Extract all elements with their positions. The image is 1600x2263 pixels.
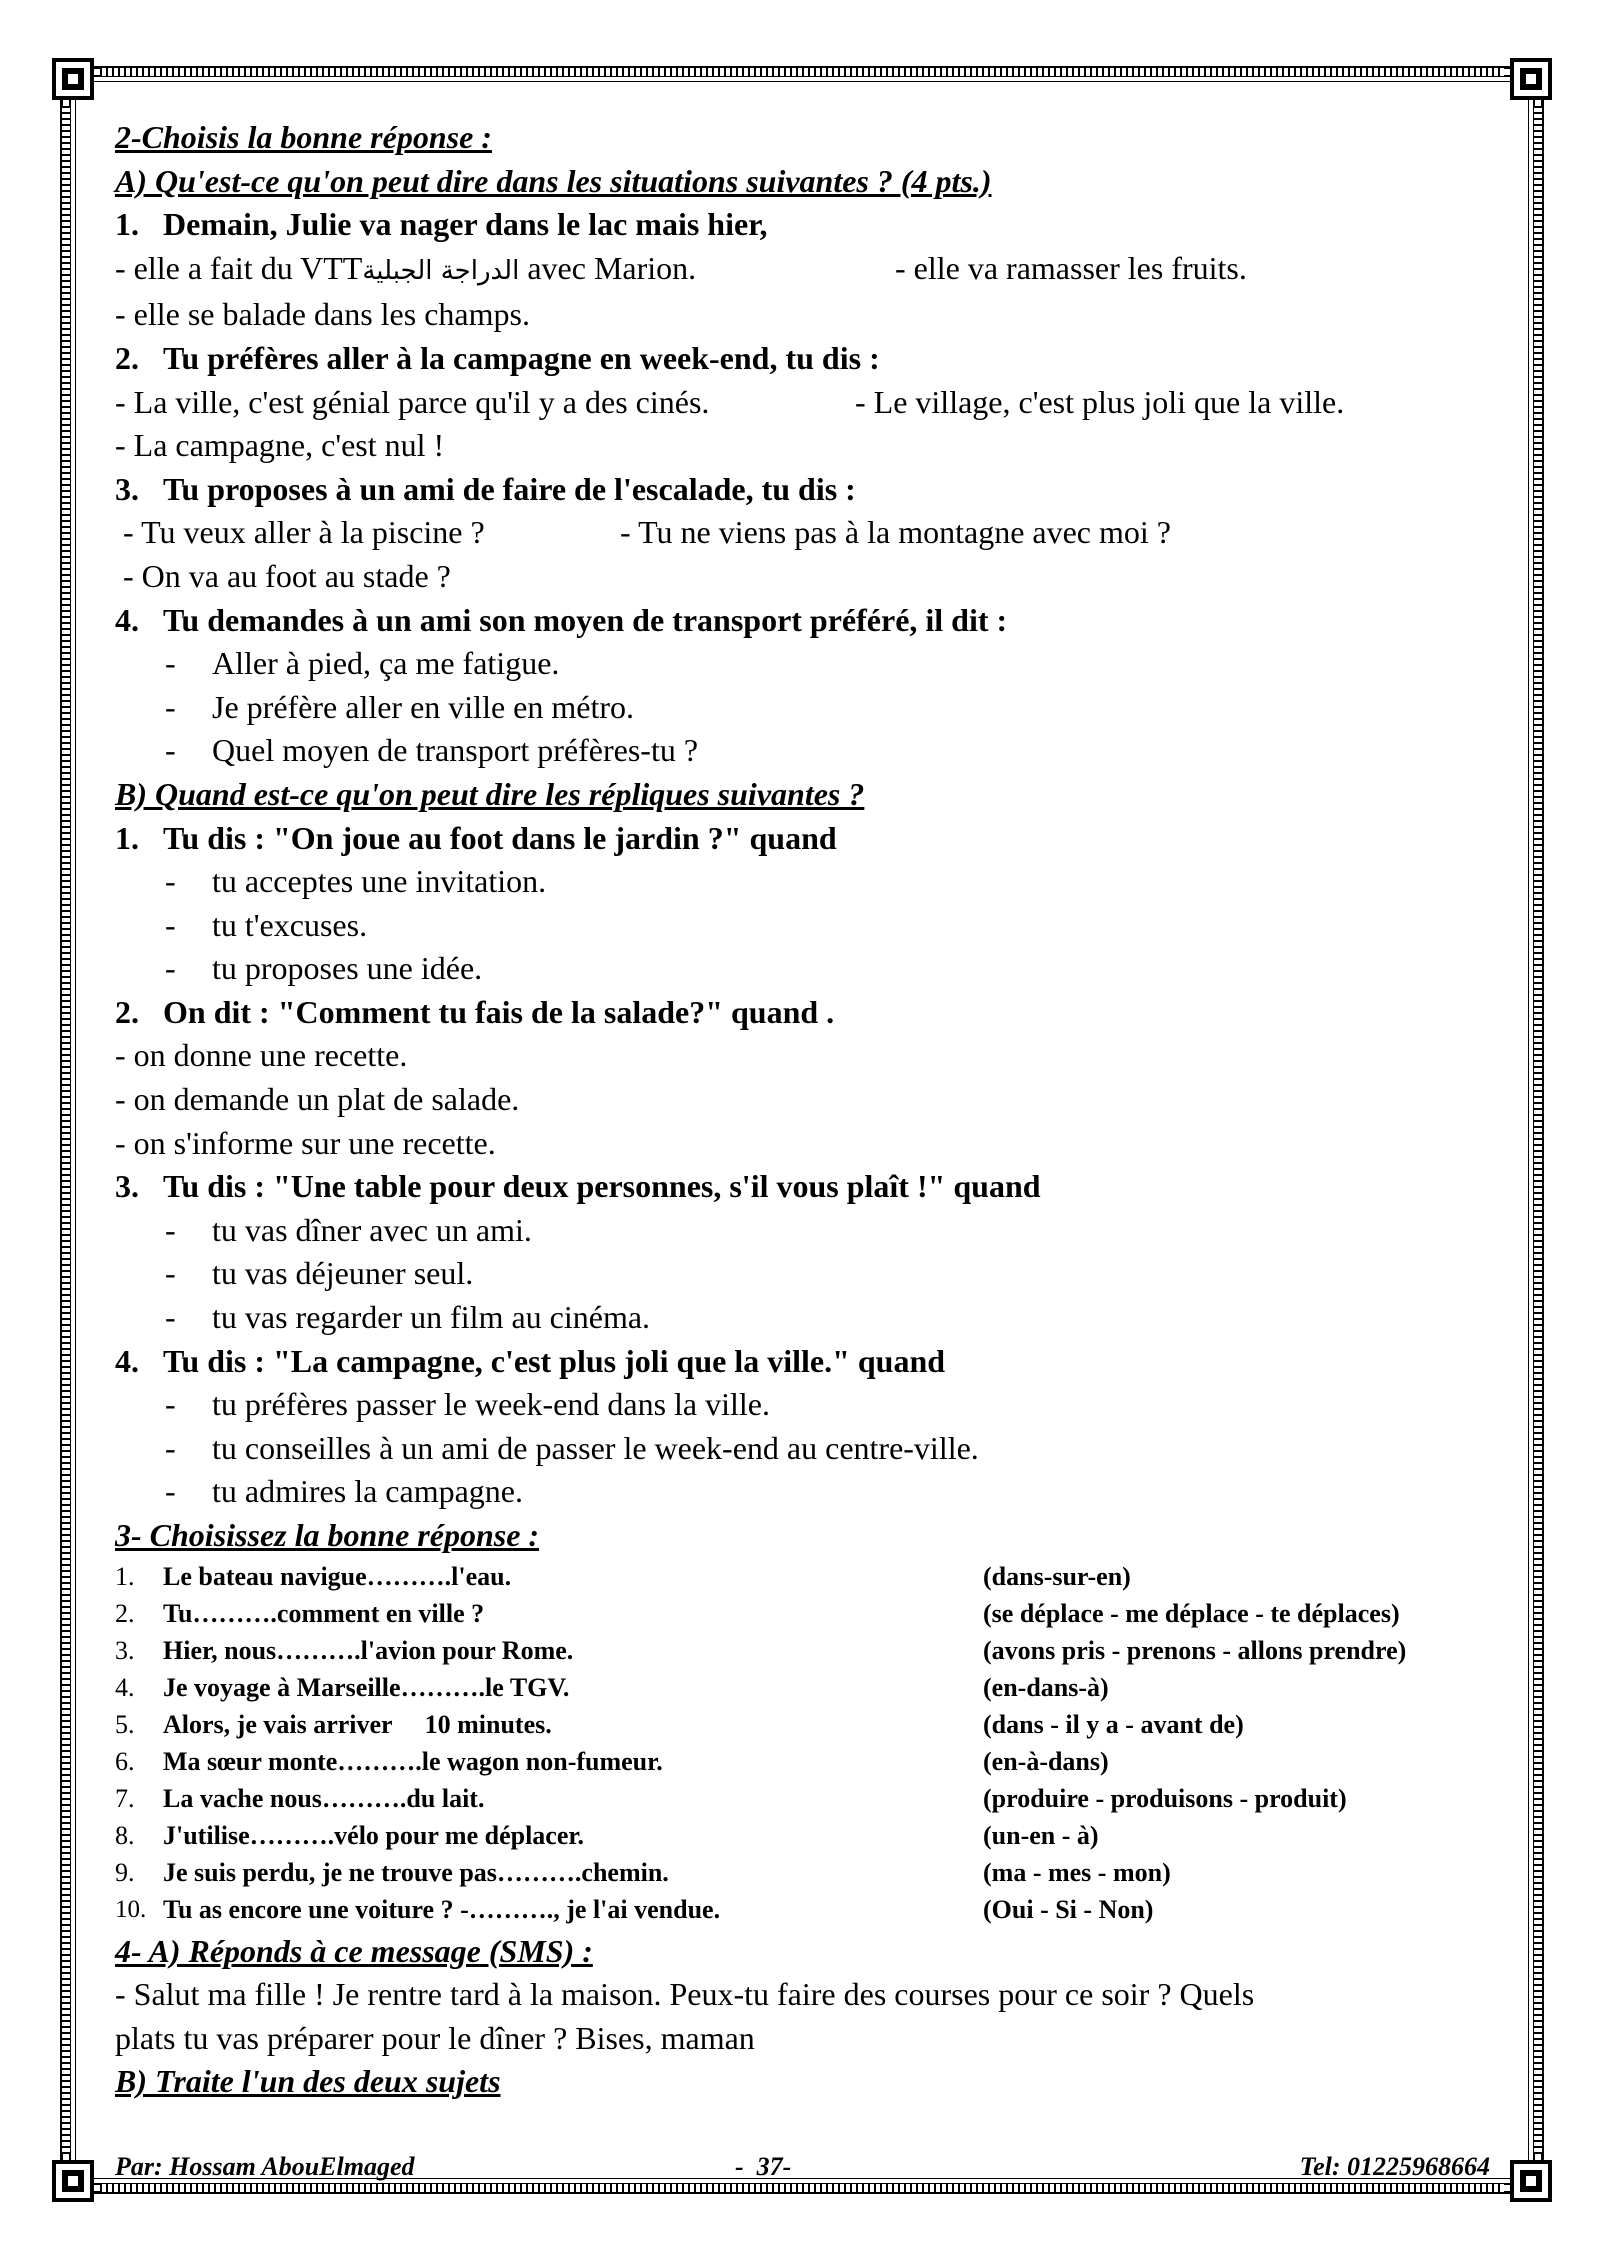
answer-option: - La ville, c'est génial parce qu'il y a des cinés.: [115, 383, 710, 420]
exercise-list: [115, 1558, 1495, 1928]
question: 1. Demain, Julie va nager dans le lac mais hier,: [115, 206, 768, 243]
question: 2. Tu préfères aller à la campagne en week-end, tu dis :: [115, 339, 880, 376]
answer-option: - Je préfère aller en ville en métro.: [165, 688, 634, 725]
answer-option: - tu acceptes une invitation.: [165, 863, 547, 900]
answer-row: [115, 381, 1495, 425]
list-item: 3. Hier, nous……….l'avion pour Rome. (avons pris - prenons - allons prendre): [115, 1635, 1407, 1665]
question: 3. Tu proposes à un ami de faire de l'escalade, tu dis :: [115, 470, 856, 507]
footer-author: Par: Hossam AbouElmaged: [115, 2152, 415, 2181]
section4-titleA: 4- A) Réponds à ce message (SMS) :: [115, 1932, 593, 1969]
answer-option: - tu proposes une idée.: [165, 950, 483, 987]
corner-ornament: [52, 2160, 94, 2202]
corner-ornament: [1510, 58, 1552, 100]
answer-option: - on demande un plat de salade.: [115, 1081, 520, 1118]
answer-option: - tu admires la campagne.: [165, 1473, 523, 1510]
answer-option: - on s'informe sur une recette.: [115, 1124, 496, 1161]
answer-option: - Quel moyen de transport préfères-tu ?: [165, 732, 699, 769]
page-footer: [115, 2152, 1490, 2192]
section3-title: 3- Choisissez la bonne réponse :: [115, 1517, 540, 1553]
answer-option: - tu t'excuses.: [165, 906, 368, 943]
question: 2. On dit : "Comment tu fais de la salade?" quand .: [115, 993, 835, 1030]
list-item: 1. Le bateau navigue……….l'eau. (dans-sur-en): [115, 1561, 1131, 1591]
answer-option: - elle se balade dans les champs.: [115, 296, 530, 333]
list-item: 5. Alors, je vais arriver 10 minutes. (dans - il y a - avant de): [115, 1709, 1244, 1739]
answer-option: - Tu ne viens pas à la montagne avec moi ?: [620, 514, 1171, 551]
arabic-gloss: الدراجة الجبلية: [362, 255, 520, 286]
section2-title: 2-Choisis la bonne réponse :: [115, 119, 492, 155]
page-number: - 37-: [735, 2152, 792, 2181]
corner-ornament: [52, 58, 94, 100]
answer-option: - tu vas déjeuner seul.: [165, 1255, 474, 1292]
list-item: 7. La vache nous……….du lait. (produire - produisons - produit): [115, 1783, 1347, 1813]
worksheet-content: [115, 116, 1495, 2104]
question: 4. Tu dis : "La campagne, c'est plus joli que la ville." quand: [115, 1342, 946, 1379]
answer-option: - tu vas dîner avec un ami.: [165, 1211, 532, 1248]
section2-partB-title: B) Quand est-ce qu'on peut dire les répliques suivantes ?: [115, 775, 865, 812]
list-item: 6. Ma sœur monte……….le wagon non-fumeur. (en-à-dans): [115, 1746, 1109, 1776]
answer-option: - Tu veux aller à la piscine ?: [115, 514, 485, 551]
answer-option: - tu préfères passer le week-end dans la ville.: [165, 1386, 770, 1423]
question: 3. Tu dis : "Une table pour deux personnes, s'il vous plaît !" quand: [115, 1168, 1041, 1205]
list-item: 10. Tu as encore une voiture ? -………., je l'ai vendue. (Oui - Si - Non): [115, 1894, 1154, 1924]
answer-option: - Aller à pied, ça me fatigue.: [165, 645, 560, 682]
section4-titleB: B) Traite l'un des deux sujets: [115, 2063, 501, 2100]
sms-message-line: plats tu vas préparer pour le dîner ? Bises, maman: [115, 2019, 755, 2056]
list-item: 9. Je suis perdu, je ne trouve pas……….chemin. (ma - mes - mon): [115, 1857, 1171, 1887]
section2-partA-title: A) Qu'est-ce qu'on peut dire dans les situations suivantes ? (4 pts.): [115, 162, 992, 199]
footer-tel: Tel: 01225968664: [1299, 2152, 1490, 2181]
question: 4. Tu demandes à un ami son moyen de transport préféré, il dit :: [115, 601, 1008, 638]
sms-message-line: - Salut ma fille ! Je rentre tard à la maison. Peux-tu faire des courses pour ce soir ? Quels: [115, 1976, 1255, 2013]
corner-ornament: [1510, 2160, 1552, 2202]
answer-option: - tu vas regarder un film au cinéma.: [165, 1299, 651, 1336]
answer-option: - On va au foot au stade ?: [115, 557, 451, 594]
answer-option: - elle va ramasser les fruits.: [895, 249, 1247, 286]
question: 1. Tu dis : "On joue au foot dans le jardin ?" quand: [115, 819, 837, 856]
answer-option: - elle a fait du VTTالدراجة الجبلية avec Marion.: [115, 249, 697, 286]
answer-option: - on donne une recette.: [115, 1037, 408, 1074]
answer-option: - tu conseilles à un ami de passer le week-end au centre-ville.: [165, 1429, 979, 1466]
list-item: 2. Tu……….comment en ville ? (se déplace - me déplace - te déplaces): [115, 1598, 1400, 1628]
list-item: 8. J'utilise……….vélo pour me déplacer. (un-en - à): [115, 1820, 1099, 1850]
answer-option: - La campagne, c'est nul !: [115, 427, 445, 464]
list-item: 4. Je voyage à Marseille……….le TGV. (en-dans-à): [115, 1672, 1109, 1702]
answer-row: [115, 247, 1495, 294]
answer-option: - Le village, c'est plus joli que la ville.: [855, 383, 1345, 420]
answer-row: [115, 511, 1495, 555]
